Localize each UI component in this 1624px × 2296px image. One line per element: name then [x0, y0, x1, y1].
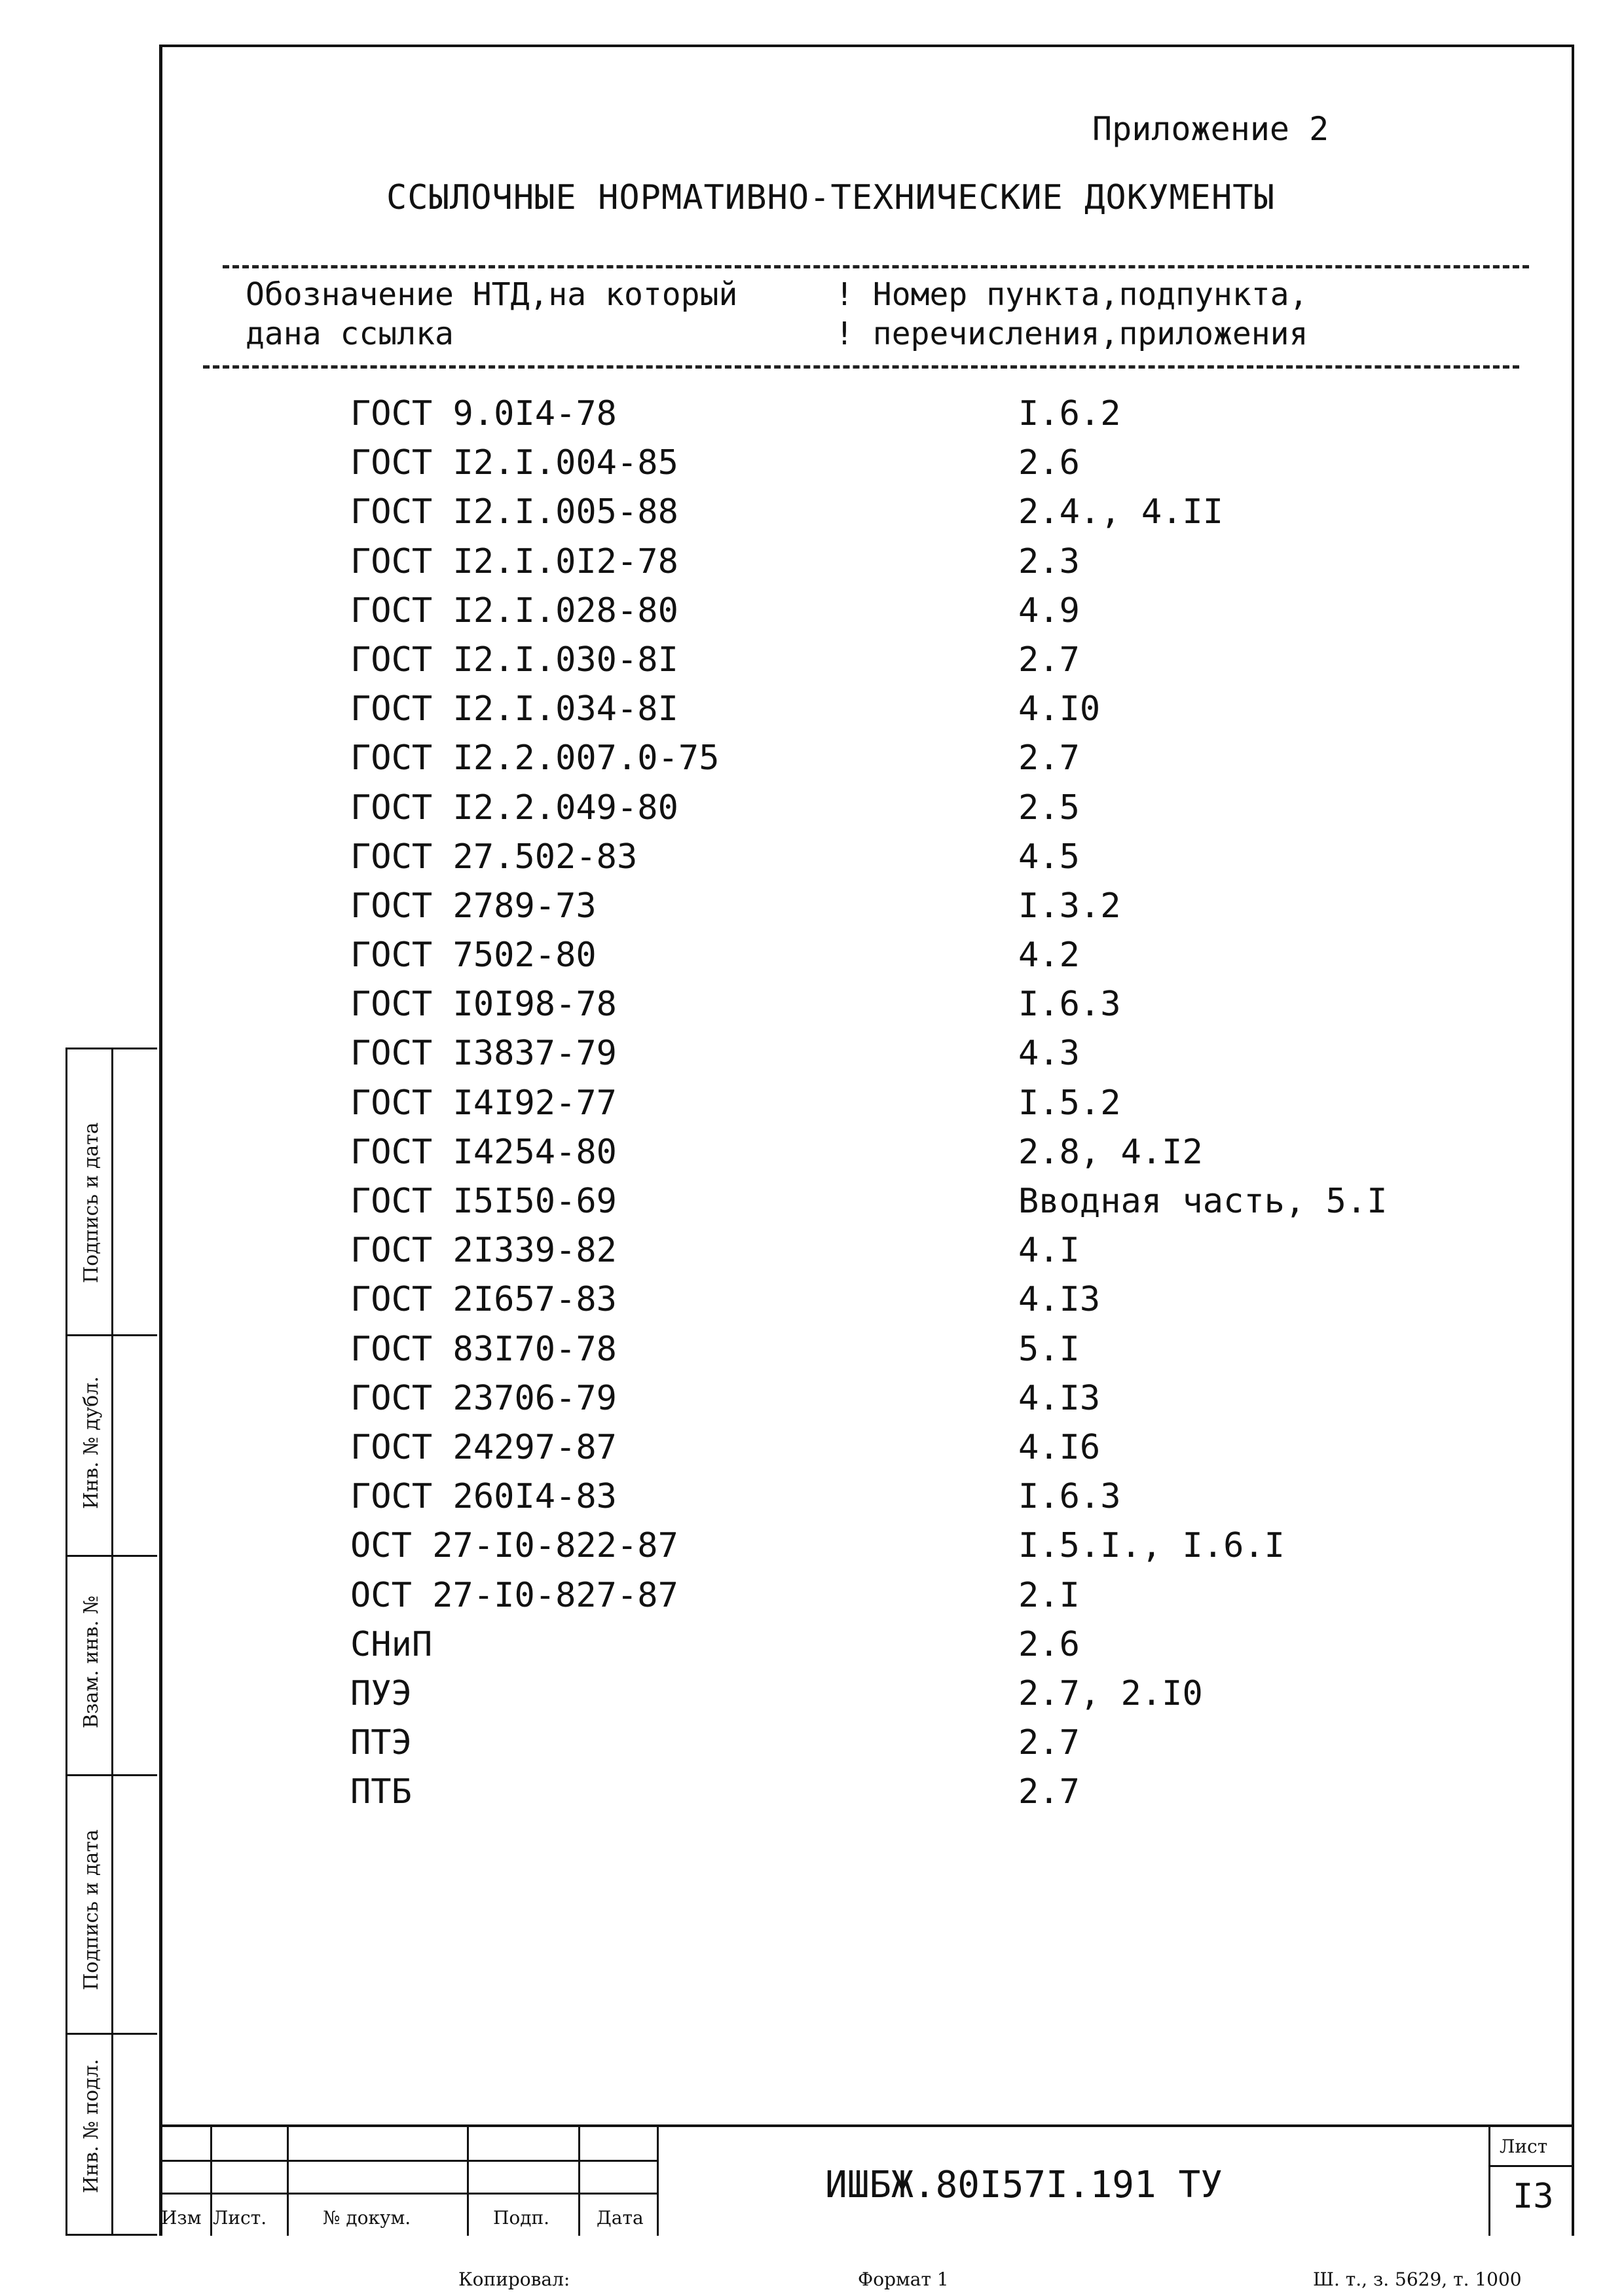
table-row: [350, 1275, 1464, 1324]
reference-table-body: [350, 390, 1464, 1817]
table-row: [350, 1423, 1464, 1472]
sheet-label: Лист: [1500, 2136, 1548, 2157]
ntd-designation: ГОСТ 2I657-83: [350, 1280, 617, 1320]
strip-divider: [65, 1048, 157, 1049]
ntd-designation: ГОСТ 83I70-78: [350, 1329, 617, 1369]
tb-col-line: [287, 2127, 289, 2236]
column-header-designation: [246, 275, 737, 354]
clause-number: I.6.3: [1018, 985, 1121, 1025]
tb-col-line: [1488, 2127, 1490, 2236]
ntd-designation: ОСТ 27-I0-822-87: [350, 1526, 678, 1566]
clause-number: I.6.3: [1018, 1477, 1121, 1517]
sheet-number: I3: [1513, 2177, 1554, 2216]
table-row: [350, 1226, 1464, 1275]
ntd-designation: ГОСТ I5I50-69: [350, 1182, 617, 1221]
ntd-designation: СНиП: [350, 1624, 433, 1664]
annex-label: Приложение 2: [1092, 110, 1329, 148]
clause-number: 5.I: [1018, 1329, 1080, 1369]
ntd-designation: ГОСТ I2.I.034-8I: [350, 689, 678, 729]
table-row: [350, 1669, 1464, 1719]
table-row: [350, 1325, 1464, 1374]
ntd-designation: ГОСТ I2.I.004-85: [350, 443, 678, 483]
clause-number: 2.7: [1018, 640, 1080, 680]
table-row: [350, 1029, 1464, 1078]
ntd-designation: ПУЭ: [350, 1673, 412, 1713]
table-row: [350, 1079, 1464, 1128]
clause-number: 4.9: [1018, 591, 1080, 630]
table-row: [350, 1522, 1464, 1571]
footer-print-info: Ш. т., з. 5629, т. 1000: [1313, 2269, 1522, 2290]
table-row: [350, 1768, 1464, 1817]
clause-number: 4.I0: [1018, 689, 1101, 729]
ntd-designation: ГОСТ 2I339-82: [350, 1231, 617, 1271]
table-row: [350, 1128, 1464, 1177]
strip-label-vzam-inv: Взам. инв. №: [80, 1595, 103, 1728]
clause-number: Вводная часть, 5.I: [1018, 1182, 1388, 1221]
clause-number: I.5.I., I.6.I: [1018, 1526, 1285, 1566]
column-header-clause-line1: ! Номер пункта,подпункта,: [835, 276, 1308, 313]
strip-divider: [65, 2234, 157, 2236]
clause-number: 2.7: [1018, 1723, 1080, 1763]
tb-label-doc-num: № докум.: [323, 2207, 411, 2229]
table-row: [350, 439, 1464, 488]
clause-number: 4.I: [1018, 1231, 1080, 1271]
table-row: [350, 931, 1464, 980]
ntd-designation: ГОСТ I0I98-78: [350, 985, 617, 1025]
side-strip: [65, 1048, 157, 2236]
clause-number: 2.I: [1018, 1575, 1080, 1615]
footer-format: Формат 1: [858, 2269, 949, 2290]
clause-number: 4.5: [1018, 837, 1080, 877]
clause-number: 2.3: [1018, 541, 1080, 581]
tb-row-line: [159, 2160, 657, 2162]
clause-number: 2.5: [1018, 788, 1080, 828]
ntd-designation: ГОСТ 260I4-83: [350, 1477, 617, 1517]
clause-number: I.3.2: [1018, 886, 1121, 926]
table-row: [350, 1571, 1464, 1620]
ntd-designation: ГОСТ 24297-87: [350, 1427, 617, 1467]
clause-number: I.5.2: [1018, 1083, 1121, 1123]
clause-number: 4.I6: [1018, 1427, 1101, 1467]
tb-label-date: Дата: [597, 2207, 644, 2229]
ntd-designation: ГОСТ 7502-80: [350, 936, 597, 975]
tb-label-izm: Изм: [161, 2207, 202, 2229]
strip-label-inv-dubl: Инв. № дубл.: [80, 1376, 103, 1509]
column-header-designation-line1: Обозначение НТД,на который: [246, 276, 738, 313]
ntd-designation: ГОСТ 2789-73: [350, 886, 597, 926]
table-row: [350, 685, 1464, 734]
strip-left-line: [65, 1048, 67, 2236]
ntd-designation: ГОСТ 9.0I4-78: [350, 394, 617, 433]
ntd-designation: ПТЭ: [350, 1723, 412, 1763]
footer-copied: Копировал:: [458, 2269, 570, 2290]
column-header-clause: [835, 275, 1308, 354]
strip-divider: [65, 1555, 157, 1557]
ntd-designation: ОСТ 27-I0-827-87: [350, 1575, 678, 1615]
clause-number: 4.3: [1018, 1034, 1080, 1074]
clause-number: 4.2: [1018, 936, 1080, 975]
clause-number: 2.7, 2.I0: [1018, 1673, 1203, 1713]
column-header-clause-line2: ! перечисления,приложения: [835, 316, 1308, 352]
ntd-designation: ГОСТ I2.2.049-80: [350, 788, 678, 828]
table-row: [350, 587, 1464, 636]
tb-label-list: Лист.: [213, 2207, 267, 2229]
table-row: [350, 784, 1464, 833]
table-row: [350, 1472, 1464, 1522]
strip-label-sign-date: Подпись и дата: [80, 1122, 103, 1283]
clause-number: 2.6: [1018, 1624, 1080, 1664]
tb-col-line: [578, 2127, 580, 2236]
ntd-designation: ГОСТ 23706-79: [350, 1378, 617, 1418]
clause-number: 2.7: [1018, 738, 1080, 778]
clause-number: 2.4., 4.II: [1018, 492, 1224, 532]
clause-number: 4.I3: [1018, 1280, 1101, 1320]
tb-label-podp: Подп.: [493, 2207, 550, 2229]
tb-col-line: [657, 2127, 659, 2236]
table-row: [350, 390, 1464, 439]
ntd-designation: ГОСТ I2.I.030-8I: [350, 640, 678, 680]
tb-col-line: [467, 2127, 469, 2236]
page-title: ССЫЛОЧНЫЕ НОРМАТИВНО-ТЕХНИЧЕСКИЕ ДОКУМЕНТЫ: [386, 178, 1275, 217]
table-row: [350, 833, 1464, 882]
table-row: [350, 1177, 1464, 1226]
clause-number: 2.6: [1018, 443, 1080, 483]
clause-number: I.6.2: [1018, 394, 1121, 433]
strip-divider: [65, 2033, 157, 2035]
document-code: ИШБЖ.80I57I.191 ТУ: [825, 2164, 1223, 2206]
tb-col-line: [210, 2127, 212, 2236]
table-row: [350, 538, 1464, 587]
table-row: [350, 734, 1464, 783]
ntd-designation: ГОСТ 27.502-83: [350, 837, 638, 877]
strip-mid-line: [111, 1048, 113, 2236]
ntd-designation: ГОСТ I4254-80: [350, 1132, 617, 1172]
table-row: [350, 488, 1464, 537]
header-bottom-rule: [203, 365, 1519, 369]
strip-divider: [65, 1334, 157, 1336]
table-row: [350, 1620, 1464, 1669]
ntd-designation: ГОСТ I2.2.007.0-75: [350, 738, 720, 778]
tb-row-line: [1488, 2165, 1574, 2167]
table-row: [350, 1719, 1464, 1768]
ntd-designation: ГОСТ I3837-79: [350, 1034, 617, 1074]
ntd-designation: ГОСТ I4I92-77: [350, 1083, 617, 1123]
tb-row-line: [159, 2193, 657, 2195]
table-row: [350, 980, 1464, 1029]
ntd-designation: ГОСТ I2.I.028-80: [350, 591, 678, 630]
table-row: [350, 636, 1464, 685]
strip-label-sign-date-2: Подпись и дата: [80, 1829, 103, 1990]
clause-number: 4.I3: [1018, 1378, 1101, 1418]
clause-number: 2.8, 4.I2: [1018, 1132, 1203, 1172]
ntd-designation: ГОСТ I2.I.0I2-78: [350, 541, 678, 581]
header-top-rule: [223, 265, 1529, 268]
table-row: [350, 882, 1464, 931]
ntd-designation: ГОСТ I2.I.005-88: [350, 492, 678, 532]
strip-divider: [65, 1774, 157, 1776]
column-header-designation-line2: дана ссылка: [246, 316, 454, 352]
strip-label-inv-podl: Инв. № подл.: [80, 2058, 103, 2193]
clause-number: 2.7: [1018, 1772, 1080, 1812]
ntd-designation: ПТБ: [350, 1772, 412, 1812]
table-row: [350, 1374, 1464, 1423]
